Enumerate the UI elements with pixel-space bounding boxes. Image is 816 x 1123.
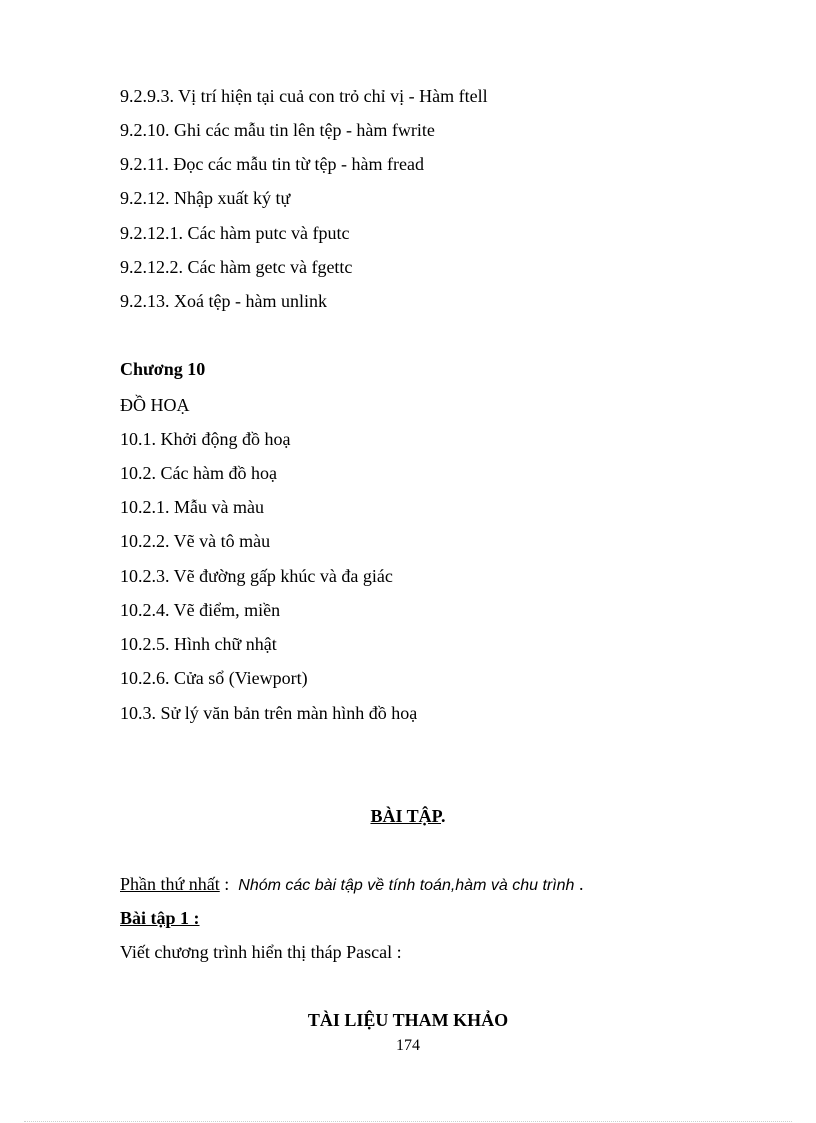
exercises-heading	[0, 805, 816, 827]
toc-item: 9.2.12.2. Các hàm getc và fgettc	[120, 257, 353, 277]
part-end: .	[574, 874, 584, 894]
toc-item: 9.2.10. Ghi các mẫu tin lên tệp - hàm fwrite	[120, 120, 435, 140]
references-heading: TÀI LIỆU THAM KHẢO	[307, 1010, 509, 1030]
toc-item: 10.2. Các hàm đồ hoạ	[120, 463, 277, 483]
exercises-heading-text: BÀI TẬP	[370, 806, 442, 826]
toc-item: 10.2.5. Hình chữ nhật	[120, 634, 277, 654]
toc-item: 10.2.4. Vẽ điểm, miền	[120, 600, 281, 620]
toc-item: 10.2.2. Vẽ và tô màu	[120, 531, 271, 551]
toc-item: 9.2.13. Xoá tệp - hàm unlink	[120, 291, 327, 311]
toc-item: 10.3. Sử lý văn bản trên màn hình đồ hoạ	[120, 703, 418, 723]
toc-item: 9.2.12.1. Các hàm putc và fputc	[120, 223, 350, 243]
chapter-heading: Chương 10	[120, 359, 206, 379]
part-line	[120, 873, 583, 897]
exercise-label: Bài tập 1 :	[120, 908, 200, 928]
part-label: Phần thứ nhất	[120, 874, 220, 894]
page-number: 174	[396, 1037, 420, 1054]
chapter-title: ĐỒ HOẠ	[120, 395, 190, 415]
toc-item: 10.1. Khởi động đồ hoạ	[120, 429, 291, 449]
exercise-text: Viết chương trình hiển thị tháp Pascal :	[120, 942, 402, 962]
toc-item: 10.2.1. Mẫu và màu	[120, 497, 264, 517]
part-description: Nhóm các bài tập về tính toán,hàm và chu trình	[238, 877, 575, 894]
toc-item: 10.2.3. Vẽ đường gấp khúc và đa giác	[120, 566, 393, 586]
exercises-heading-suffix: .	[441, 806, 446, 826]
toc-item: 9.2.11. Đọc các mẫu tin từ tệp - hàm fread	[120, 154, 424, 174]
toc-item: 9.2.12. Nhập xuất ký tự	[120, 188, 291, 208]
toc-item: 10.2.6. Cửa sổ (Viewport)	[120, 668, 308, 688]
footer-divider	[24, 1121, 792, 1122]
part-separator: :	[219, 874, 239, 894]
toc-item: 9.2.9.3. Vị trí hiện tại cuả con trỏ chỉ vị - Hàm ftell	[120, 86, 488, 106]
